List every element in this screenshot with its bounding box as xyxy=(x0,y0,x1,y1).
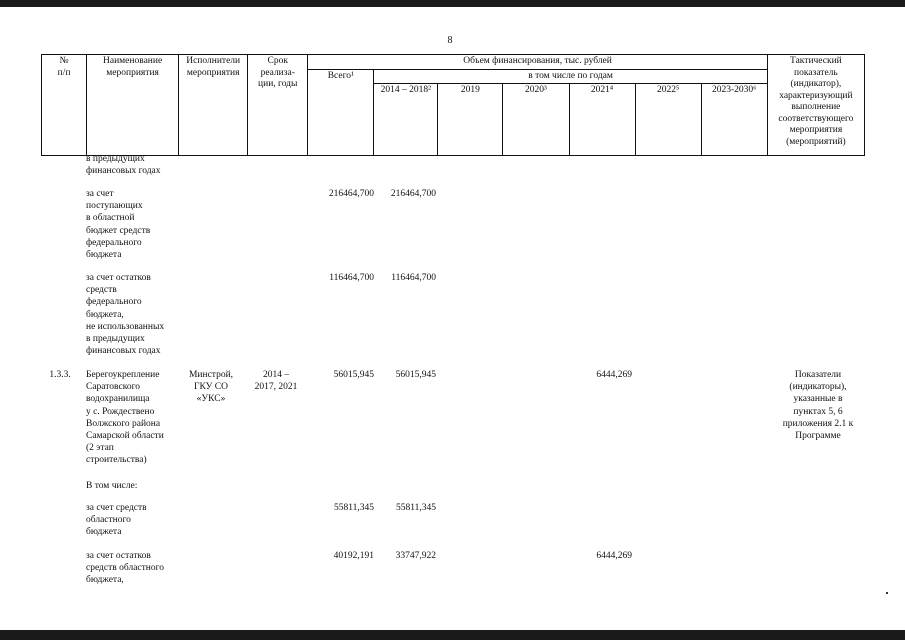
row-federal-rest-2014-2018: 116464,700 xyxy=(391,273,436,283)
table-body xyxy=(0,150,905,625)
row-item-2014-2018: 56015,945 xyxy=(395,370,436,380)
row-federal-name: за счет поступающих в областной бюджет средств федерального бюджета xyxy=(86,189,151,261)
row-item-number: 1.3.3. xyxy=(49,370,71,380)
row-federal-rest-name: за счет остатков средств федерального бюджета, не использованных в предыдущих финансовых годах xyxy=(86,273,165,357)
row-item-name: Берегоукрепление Саратовского водохранилища у с. Рождествено Волжского района Самарской области (2 этап строительства) xyxy=(86,370,164,466)
header-2023-2030: 2023-2030⁶ xyxy=(701,84,767,156)
row-regional-name: за счет средств областного бюджета xyxy=(86,503,147,538)
header-2019: 2019 xyxy=(438,84,503,156)
row-item-total: 56015,945 xyxy=(333,370,374,380)
header-2021: 2021⁴ xyxy=(569,84,635,156)
row-item-indicator: Показатели (индикаторы), указанные в пунктах 5, 6 приложения 2.1 к Программе xyxy=(782,370,854,442)
header-2014-2018: 2014 – 2018² xyxy=(374,84,438,156)
header-2022: 2022⁵ xyxy=(635,84,701,156)
row-item-executors: Минстрой, ГКУ СО «УКС» xyxy=(188,370,234,405)
scan-speck xyxy=(886,592,888,594)
row-including-label: В том числе: xyxy=(86,481,138,491)
row-regional-total: 55811,345 xyxy=(333,503,374,513)
page-number: 8 xyxy=(447,35,453,46)
row-federal-total: 216464,700 xyxy=(328,189,374,199)
row-federal-rest-total: 116464,700 xyxy=(329,273,374,283)
row-regional-rest-total: 40192,191 xyxy=(333,551,374,561)
row-regional-rest-2014-2018: 33747,922 xyxy=(395,551,436,561)
row-regional-rest-2021: 6444,269 xyxy=(596,551,632,561)
header-term: Срок реализа- ции, годы xyxy=(248,55,308,156)
header-funding: Объем финансирования, тыс. рублей xyxy=(308,55,768,70)
top-border-bar xyxy=(0,0,905,7)
header-2020: 2020³ xyxy=(503,84,569,156)
row-continued-name: в предыдущих финансовых годах xyxy=(86,154,161,177)
bottom-border-bar xyxy=(0,630,905,640)
header-indicator: Тактический показатель (индикатор), характеризующий выполнение соответствующего мероприятия (мероприятий) xyxy=(767,55,864,156)
header-name: Наименование мероприятия xyxy=(87,55,179,156)
header-by-years: в том числе по годам xyxy=(374,69,767,84)
header-total: Всего¹ xyxy=(308,69,374,156)
row-item-2021: 6444,269 xyxy=(596,370,632,380)
header-executors: Исполнители мероприятия xyxy=(179,55,248,156)
row-regional-rest-name: за счет остатков средств областного бюджета, xyxy=(86,551,165,586)
table-header xyxy=(41,54,865,156)
row-federal-2014-2018: 216464,700 xyxy=(390,189,436,199)
header-num: № п/п xyxy=(42,55,87,156)
row-item-term: 2014 – 2017, 2021 xyxy=(254,370,298,393)
row-regional-2014-2018: 55811,345 xyxy=(395,503,436,513)
